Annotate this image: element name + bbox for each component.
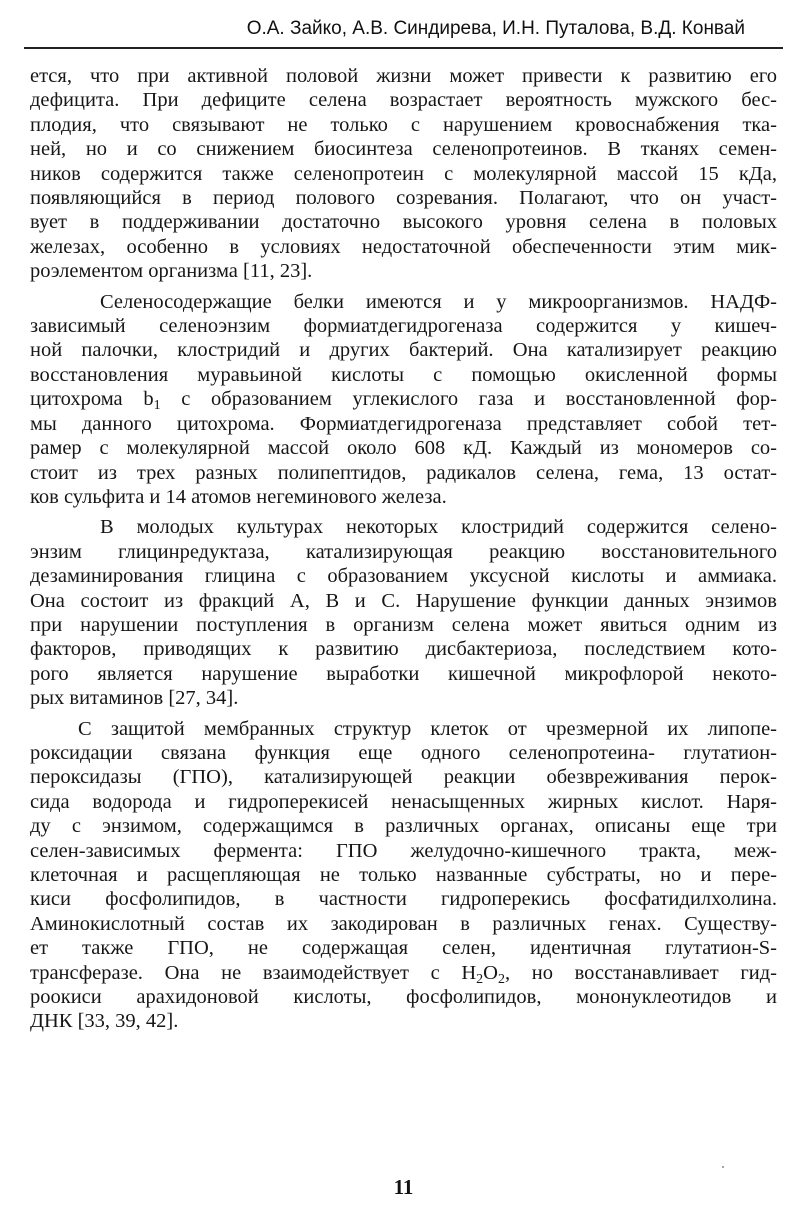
text-line: клеточная и расщепляющая не только названные субстраты, но и пере- <box>30 864 777 886</box>
text-line: дефицита. При дефиците селена возрастает вероятность мужского бес- <box>30 89 777 112</box>
text-line: дезаминирования глицина с образованием уксусной кислоты и аммиака. <box>30 565 777 588</box>
paragraph-1 <box>30 64 777 284</box>
text-line: стоит из трех разных полипептидов, радикалов селена, гема, 13 остат- <box>30 461 777 484</box>
text-line: при нарушении поступления в организм селена может явиться одним из <box>30 613 777 636</box>
text-line: Селеносодержащие белки имеются и у микроорганизмов. НАДФ- <box>100 290 777 313</box>
text-line: вует в поддерживании достаточно высокого уровня селена в половых <box>30 211 777 234</box>
text-line: ников содержится также селенопротеин с молекулярной массой 15 кДа, <box>30 162 777 185</box>
paragraph-4 <box>30 717 777 1034</box>
text-fragment: O <box>483 961 498 984</box>
text-line-with-subscript <box>30 387 777 414</box>
text-line: появляющийся в период полового созревания. Полагают, что он участ- <box>30 187 777 210</box>
text-line: киси фосфолипидов, в частности гидроперекись фосфатидилхолина. <box>30 888 777 911</box>
text-fragment: цитохрома b <box>30 388 154 411</box>
text-line: железах, особенно в условиях недостаточной обеспеченности этим мик- <box>30 235 777 258</box>
text-line: селен-зависимых фермента: ГПО желудочно-кишечного тракта, меж- <box>30 839 777 862</box>
text-line: ков сульфита и 14 атомов негеминового железа. <box>30 485 447 508</box>
text-line: ней, но и со снижением биосинтеза селенопротеинов. В тканях семен- <box>30 138 777 161</box>
text-line: ДНК [33, 39, 42]. <box>30 1010 179 1033</box>
text-line: ется, что при активной половой жизни может привести к развитию его <box>30 65 777 87</box>
text-fragment: трансферазе. Она не взаимодействует с H <box>30 961 477 984</box>
text-line: сида водорода и гидроперекисей ненасыщенных жирных кислот. Наря- <box>30 790 777 813</box>
text-line: восстановления муравьиной кислоты с помощью окисленной формы <box>30 363 777 386</box>
text-line-with-subscript <box>30 961 777 985</box>
page-number: 11 <box>393 1175 414 1199</box>
text-line: роксидации связана функция еще одного селенопротеина- глутатион- <box>30 741 777 764</box>
subscript: 2 <box>476 971 484 987</box>
text-line: Она состоит из фракций А, В и С. Нарушение функции данных энзимов <box>30 589 777 612</box>
text-line: зависимый селеноэнзим формиатдегидрогеназа содержится у кишеч- <box>30 315 777 338</box>
text-line: В молодых культурах некоторых клостридий содержится селено- <box>100 516 777 539</box>
text-line: Аминокислотный состав их закодирован в различных генах. Существу- <box>30 912 777 935</box>
text-line: плодия, что связывают не только с нарушением кровоснабжения тка- <box>30 113 777 136</box>
text-line: ной палочки, клостридий и других бактерий. Она катализирует реакцию <box>30 339 777 362</box>
text-line: С защитой мембранных структур клеток от чрезмерной их липопе- <box>78 717 777 740</box>
text-line: ет также ГПО, не содержащая селен, идентичная глутатион-S- <box>30 937 777 960</box>
text-line: факторов, приводящих к развитию дисбактериоза, последствием кото- <box>30 638 777 661</box>
body-text <box>30 64 777 1034</box>
text-line: пероксидазы (ГПО), катализирующей реакции обезвреживания перок- <box>30 766 777 789</box>
text-line: мы данного цитохрома. Формиатдегидрогеназа представляет собой тет- <box>30 412 777 435</box>
text-line: рамер с молекулярной массой около 608 кД. Каждый из мономеров со- <box>30 437 777 460</box>
text-line: ду с энзимом, содержащимся в различных органах, описаны еще три <box>30 815 777 838</box>
text-line: роокиси арахидоновой кислоты, фосфолипидов, мононуклеотидов и <box>30 986 777 1009</box>
scan-speck <box>722 1166 724 1168</box>
header-rule <box>24 47 783 49</box>
subscript: 2 <box>497 971 505 987</box>
text-fragment: с образованием углекислого газа и восстановленной фор- <box>160 388 777 411</box>
text-line: рого является нарушение выработки кишечной микрофлорой некото- <box>30 662 777 685</box>
text-line: роэлементом организма [11, 23]. <box>30 260 313 283</box>
paragraph-2 <box>30 290 777 510</box>
text-fragment: , но восстанавливает гид- <box>504 961 777 984</box>
running-header: О.А. Зайко, А.В. Синдирева, И.Н. Путалова, В.Д. Конвай <box>246 18 745 39</box>
subscript: 1 <box>153 398 161 414</box>
text-line: энзим глицинредуктаза, катализирующая реакцию восстановительного <box>30 540 777 563</box>
paragraph-3 <box>30 515 777 710</box>
text-line: рых витаминов [27, 34]. <box>30 687 239 710</box>
